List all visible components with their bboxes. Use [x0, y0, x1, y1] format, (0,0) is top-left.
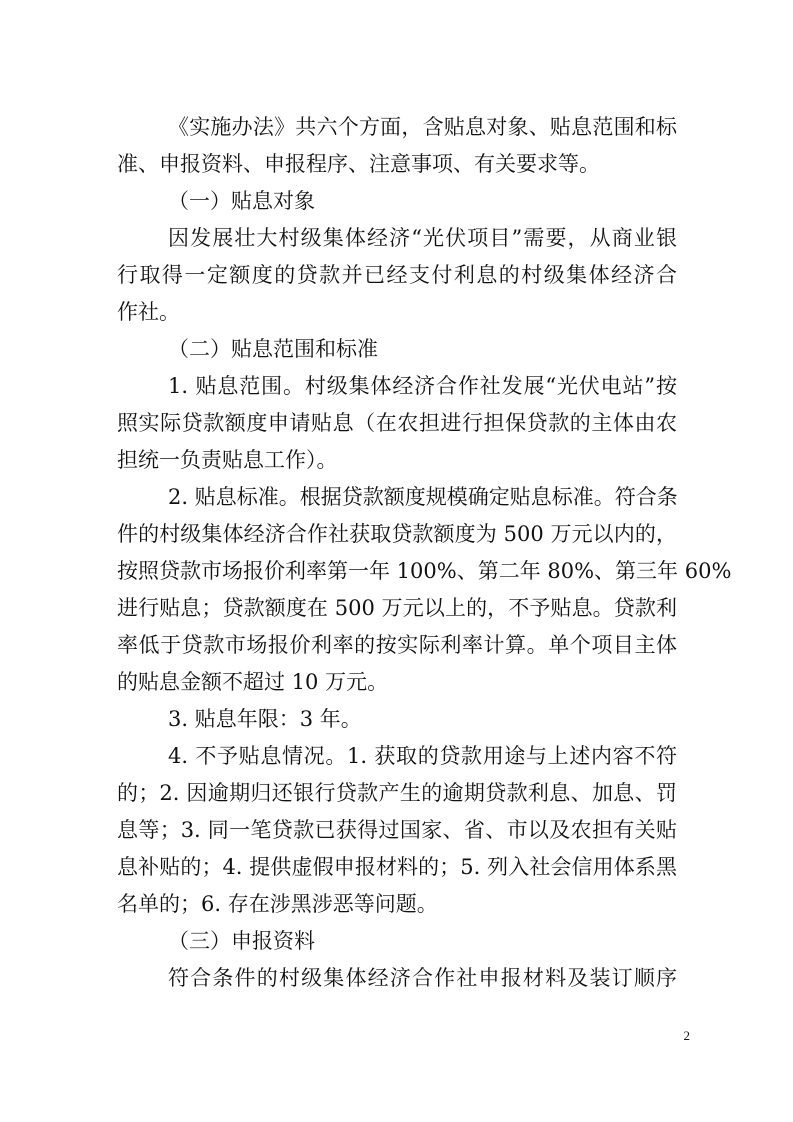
text-line: [0, 778, 793, 808]
text-line: [0, 963, 793, 993]
text-line: [0, 852, 793, 882]
text-line-content: 息等；3. 同一笔贷款已获得过国家、省、市以及农担有关贴: [117, 818, 677, 842]
text-line-content: （一）贴息对象: [168, 189, 315, 213]
text-line: [0, 556, 793, 586]
text-line: [0, 186, 793, 216]
text-line: [0, 519, 793, 549]
text-line-content: 担统一负责贴息工作）。: [117, 448, 338, 472]
text-line-content: 率低于贷款市场报价利率的按实际利率计算。单个项目主体: [117, 633, 677, 657]
text-line: [0, 667, 793, 697]
text-line-content: 的；2. 因逾期归还银行贷款产生的逾期贷款利息、加息、罚: [117, 781, 677, 805]
text-line-content: 的贴息金额不超过 10 万元。: [117, 670, 389, 694]
text-line: [0, 260, 793, 290]
text-line-content: 1. 贴息范围。村级集体经济合作社发展“光伏电站”按: [168, 374, 677, 398]
text-line: [0, 482, 793, 512]
text-line: [0, 926, 793, 956]
text-line-content: 息补贴的；4. 提供虚假申报材料的；5. 列入社会信用体系黑: [117, 855, 677, 879]
text-line-content: 《实施办法》共六个方面，含贴息对象、贴息范围和标: [168, 115, 677, 139]
text-line: [0, 371, 793, 401]
text-line-content: 准、申报资料、申报程序、注意事项、有关要求等。: [117, 152, 600, 176]
text-line-content: 行取得一定额度的贷款并已经支付利息的村级集体经济合: [117, 263, 677, 287]
text-line: [0, 112, 793, 142]
text-line-content: 作社。: [117, 300, 180, 324]
text-line-content: 进行贴息；贷款额度在 500 万元以上的，不予贴息。贷款利: [117, 596, 677, 620]
text-line: [0, 889, 793, 919]
text-line-content: 3. 贴息年限：3 年。: [168, 707, 362, 731]
text-line-content: （三）申报资料: [168, 929, 315, 953]
text-line-content: 按照贷款市场报价利率第一年 100%、第二年 80%、第三年 60%: [117, 559, 732, 583]
text-line: [0, 593, 793, 623]
text-line: [0, 223, 793, 253]
text-line: [0, 815, 793, 845]
page-number: 2: [683, 1028, 690, 1043]
text-line: [0, 445, 793, 475]
text-line: [0, 297, 793, 327]
text-line-content: 件的村级集体经济合作社获取贷款额度为 500 万元以内的，: [117, 522, 677, 546]
text-line-content: （二）贴息范围和标准: [168, 337, 378, 361]
text-line-content: 照实际贷款额度申请贴息（在农担进行担保贷款的主体由农: [117, 411, 677, 435]
text-line-content: 2. 贴息标准。根据贷款额度规模确定贴息标准。符合条: [168, 485, 678, 509]
text-line: [0, 704, 793, 734]
text-line-content: 名单的；6. 存在涉黑涉恶等问题。: [117, 892, 438, 916]
text-line: [0, 408, 793, 438]
text-line: [0, 334, 793, 364]
text-line: [0, 149, 793, 179]
text-line: [0, 630, 793, 660]
text-line-content: 因发展壮大村级集体经济“光伏项目”需要，从商业银: [168, 226, 677, 250]
text-line-content: 符合条件的村级集体经济合作社申报材料及装订顺序: [168, 966, 677, 990]
text-line: [0, 741, 793, 771]
text-line-content: 4. 不予贴息情况。1. 获取的贷款用途与上述内容不符: [168, 744, 677, 768]
